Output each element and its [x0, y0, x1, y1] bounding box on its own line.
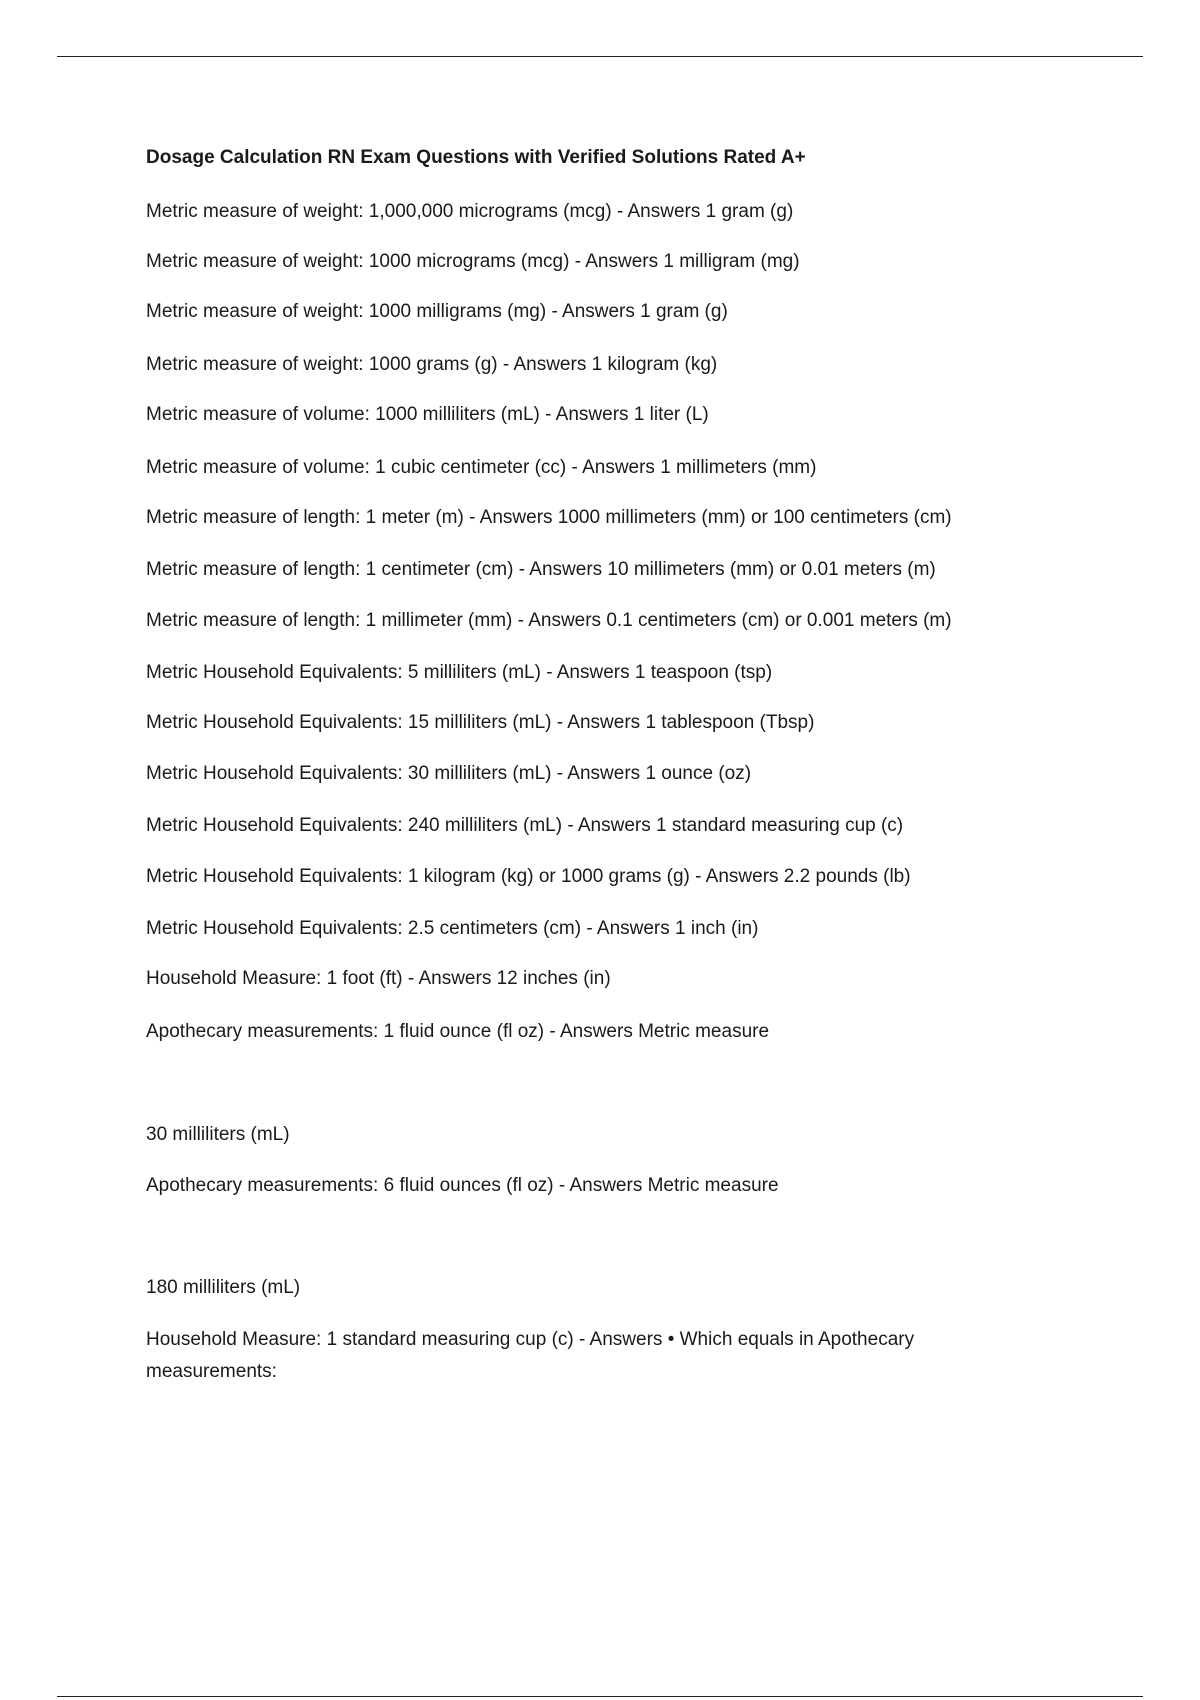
- qa-item: Apothecary measurements: 1 fluid ounce (fl oz) - Answers Metric measure: [146, 1021, 770, 1042]
- document-title: Dosage Calculation RN Exam Questions with Verified Solutions Rated A+: [146, 147, 806, 168]
- qa-item: Metric measure of volume: 1 cubic centimeter (cc) - Answers 1 millimeters (mm): [146, 457, 817, 478]
- qa-item: Household Measure: 1 standard measuring cup (c) - Answers • Which equals in Apothecary: [146, 1329, 915, 1350]
- qa-item: Metric measure of weight: 1000 milligrams (mg) - Answers 1 gram (g): [146, 301, 728, 322]
- qa-item: Metric measure of volume: 1000 milliliters (mL) - Answers 1 liter (L): [146, 404, 709, 425]
- qa-item: Metric measure of length: 1 meter (m) - Answers 1000 millimeters (mm) or 100 centimeters (cm): [146, 507, 952, 528]
- qa-item: Apothecary measurements: 6 fluid ounces (fl oz) - Answers Metric measure: [146, 1175, 779, 1196]
- qa-item: 180 milliliters (mL): [146, 1277, 301, 1298]
- qa-item: Metric Household Equivalents: 15 milliliters (mL) - Answers 1 tablespoon (Tbsp): [146, 712, 815, 733]
- qa-item: Metric measure of weight: 1000 grams (g) - Answers 1 kilogram (kg): [146, 354, 718, 375]
- qa-item: Metric measure of length: 1 centimeter (cm) - Answers 10 millimeters (mm) or 0.01 meters (m): [146, 559, 936, 580]
- qa-item-continuation: measurements:: [146, 1361, 277, 1382]
- qa-item: Household Measure: 1 foot (ft) - Answers 12 inches (in): [146, 968, 611, 989]
- qa-item: Metric Household Equivalents: 2.5 centimeters (cm) - Answers 1 inch (in): [146, 918, 759, 939]
- qa-item: Metric measure of weight: 1000 micrograms (mcg) - Answers 1 milligram (mg): [146, 251, 800, 272]
- header-rule: [57, 56, 1143, 57]
- qa-item: 30 milliliters (mL): [146, 1124, 290, 1145]
- qa-item: Metric Household Equivalents: 5 milliliters (mL) - Answers 1 teaspoon (tsp): [146, 662, 773, 683]
- qa-item: Metric measure of length: 1 millimeter (mm) - Answers 0.1 centimeters (cm) or 0.001 meters (m): [146, 610, 952, 631]
- qa-item: Metric Household Equivalents: 1 kilogram (kg) or 1000 grams (g) - Answers 2.2 pounds (lb): [146, 866, 911, 887]
- qa-item: Metric Household Equivalents: 30 milliliters (mL) - Answers 1 ounce (oz): [146, 763, 752, 784]
- qa-item: Metric measure of weight: 1,000,000 micrograms (mcg) - Answers 1 gram (g): [146, 201, 794, 222]
- qa-item: Metric Household Equivalents: 240 milliliters (mL) - Answers 1 standard measuring cup (c): [146, 815, 904, 836]
- footer-rule: [57, 1696, 1143, 1697]
